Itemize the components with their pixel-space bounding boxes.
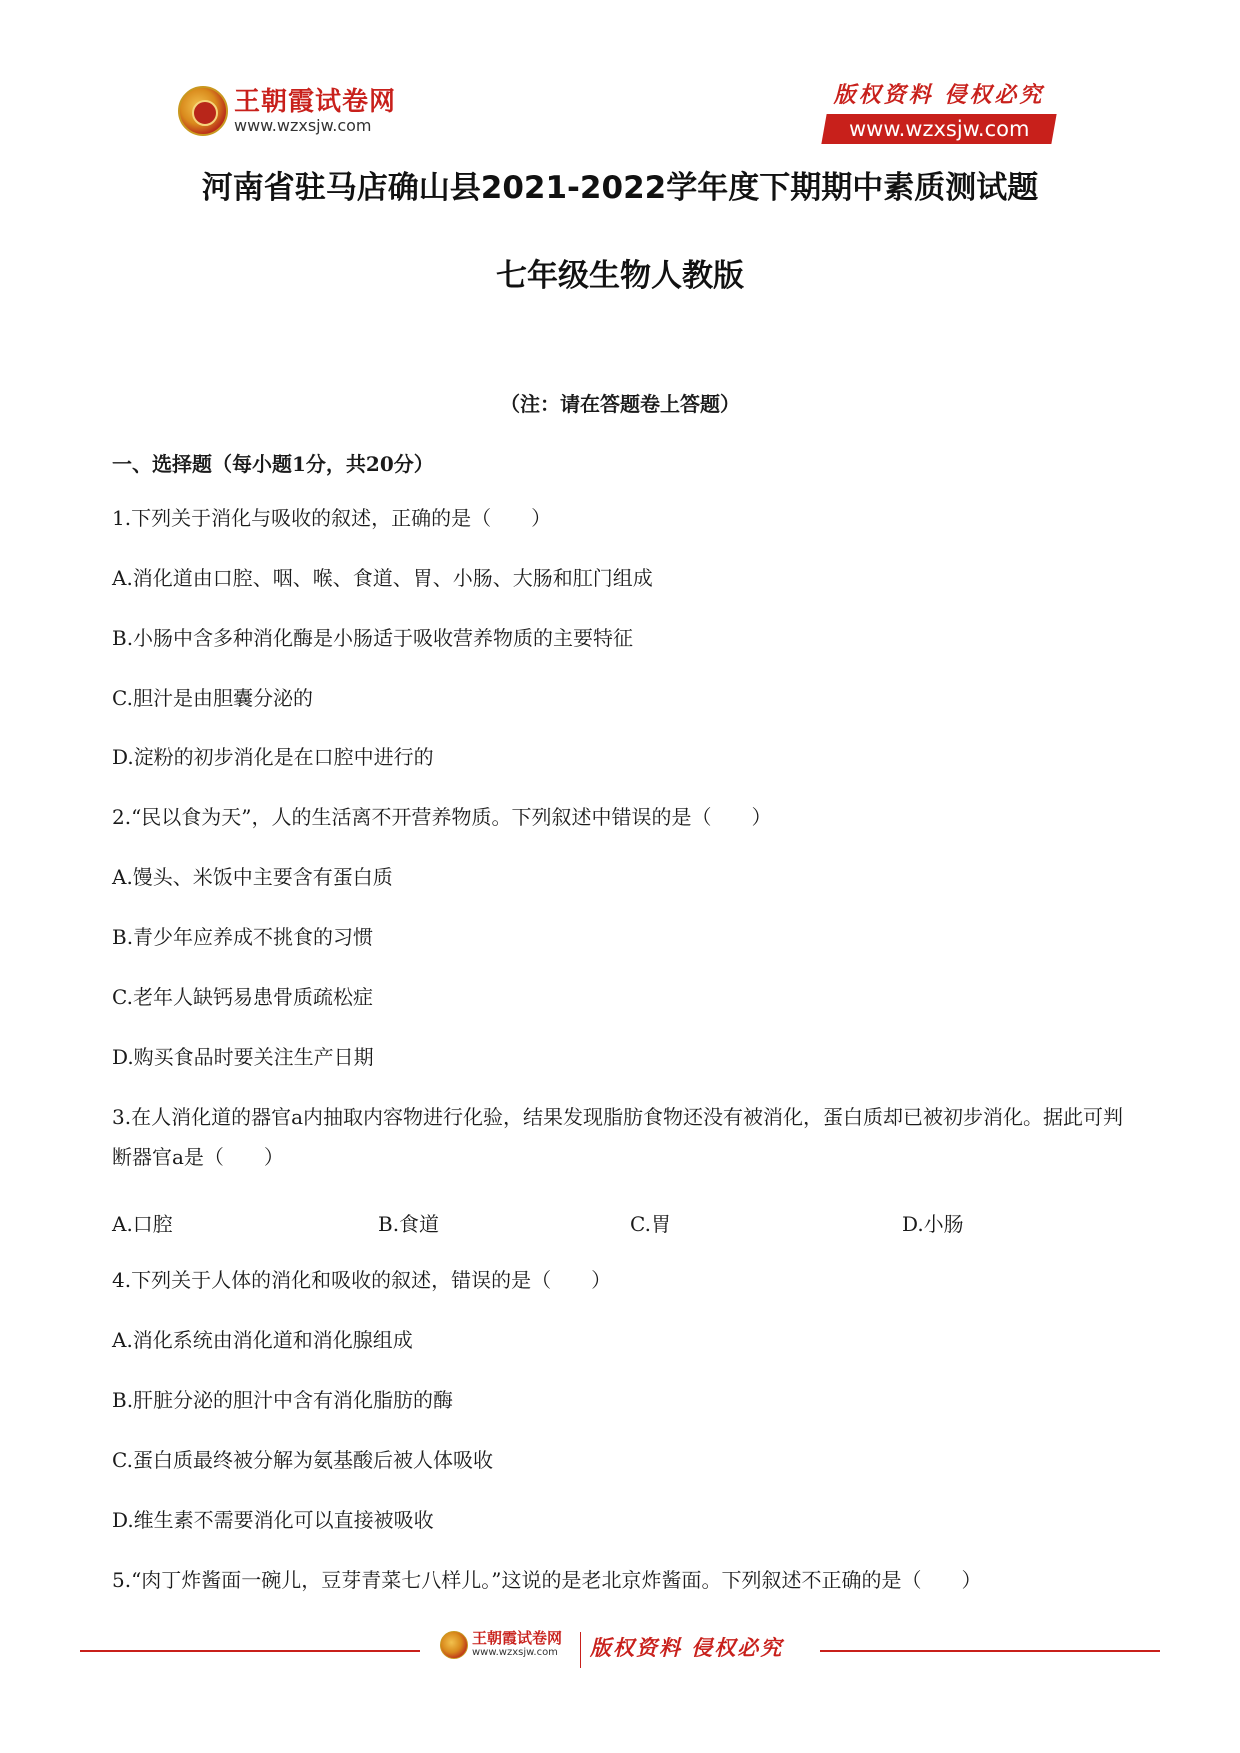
logo-url: www.wzxsjw.com [234,116,372,135]
question-3-option-d: D.小肠 [902,1212,964,1236]
question-4-option-d: D.维生素不需要消化可以直接被吸收 [112,1508,434,1532]
question-1-option-c: C.胆汁是由胆囊分泌的 [112,686,313,710]
copyright-text: 版权资料 侵权必究 [833,82,1045,108]
site-logo [178,80,396,142]
question-1-option-d: D.淀粉的初步消化是在口腔中进行的 [112,745,434,769]
seal-icon [440,1631,468,1659]
instruction-note: （注：请在答题卷上答题） [500,392,740,416]
seal-icon [178,86,228,136]
footer-logo [440,1630,562,1659]
copyright-url: www.wzxsjw.com [848,117,1030,141]
question-1-option-b: B.小肠中含多种消化酶是小肠适于吸收营养物质的主要特征 [112,626,634,650]
footer-rule-left [80,1650,420,1652]
question-3-option-a: A.口腔 [112,1212,173,1236]
question-3-option-b: B.食道 [378,1212,440,1236]
question-2-stem: 2.“民以食为天”，人的生活离不开营养物质。下列叙述中错误的是（ ） [112,805,772,829]
question-3-stem: 3.在人消化道的器官a内抽取内容物进行化验，结果发现脂肪食物还没有被消化，蛋白质却已被初步消化。据此可判断器官a是（ ） [112,1105,1124,1169]
question-5-stem: 5.“肉丁炸酱面一碗儿，豆芽青菜七八样儿。”这说的是老北京炸酱面。下列叙述不正确的是（ ） [112,1568,982,1592]
logo-name: 王朝霞试卷网 [234,87,397,117]
question-4-stem: 4.下列关于人体的消化和吸收的叙述，错误的是（ ） [112,1268,612,1292]
question-3-option-c: C.胃 [630,1212,671,1236]
question-1-stem: 1.下列关于消化与吸收的叙述，正确的是（ ） [112,506,552,530]
question-2-option-d: D.购买食品时要关注生产日期 [112,1045,374,1069]
question-2-option-b: B.青少年应养成不挑食的习惯 [112,925,374,949]
footer-divider [580,1632,581,1668]
exam-subtitle: 七年级生物人教版 [496,258,744,294]
copyright-url-badge [821,114,1056,144]
question-1-option-a: A.消化道由口腔、咽、喉、食道、胃、小肠、大肠和肛门组成 [112,566,653,590]
footer-copyright-text: 版权资料 侵权必究 [590,1635,784,1660]
section-heading: 一、选择题（每小题1分，共20分） [112,452,434,476]
footer-rule-right [820,1650,1160,1652]
question-2-option-c: C.老年人缺钙易患骨质疏松症 [112,985,373,1009]
footer-logo-url: www.wzxsjw.com [472,1647,558,1658]
footer-logo-name: 王朝霞试卷网 [472,1629,563,1647]
exam-title: 河南省驻马店确山县2021-2022学年度下期期中素质测试题 [201,170,1039,206]
question-2-option-a: A.馒头、米饭中主要含有蛋白质 [112,865,393,889]
copyright-banner [824,80,1054,144]
question-4-option-c: C.蛋白质最终被分解为氨基酸后被人体吸收 [112,1448,493,1472]
question-4-option-a: A.消化系统由消化道和消化腺组成 [112,1328,413,1352]
question-3-options [112,1208,1012,1236]
question-4-option-b: B.肝脏分泌的胆汁中含有消化脂肪的酶 [112,1388,454,1412]
